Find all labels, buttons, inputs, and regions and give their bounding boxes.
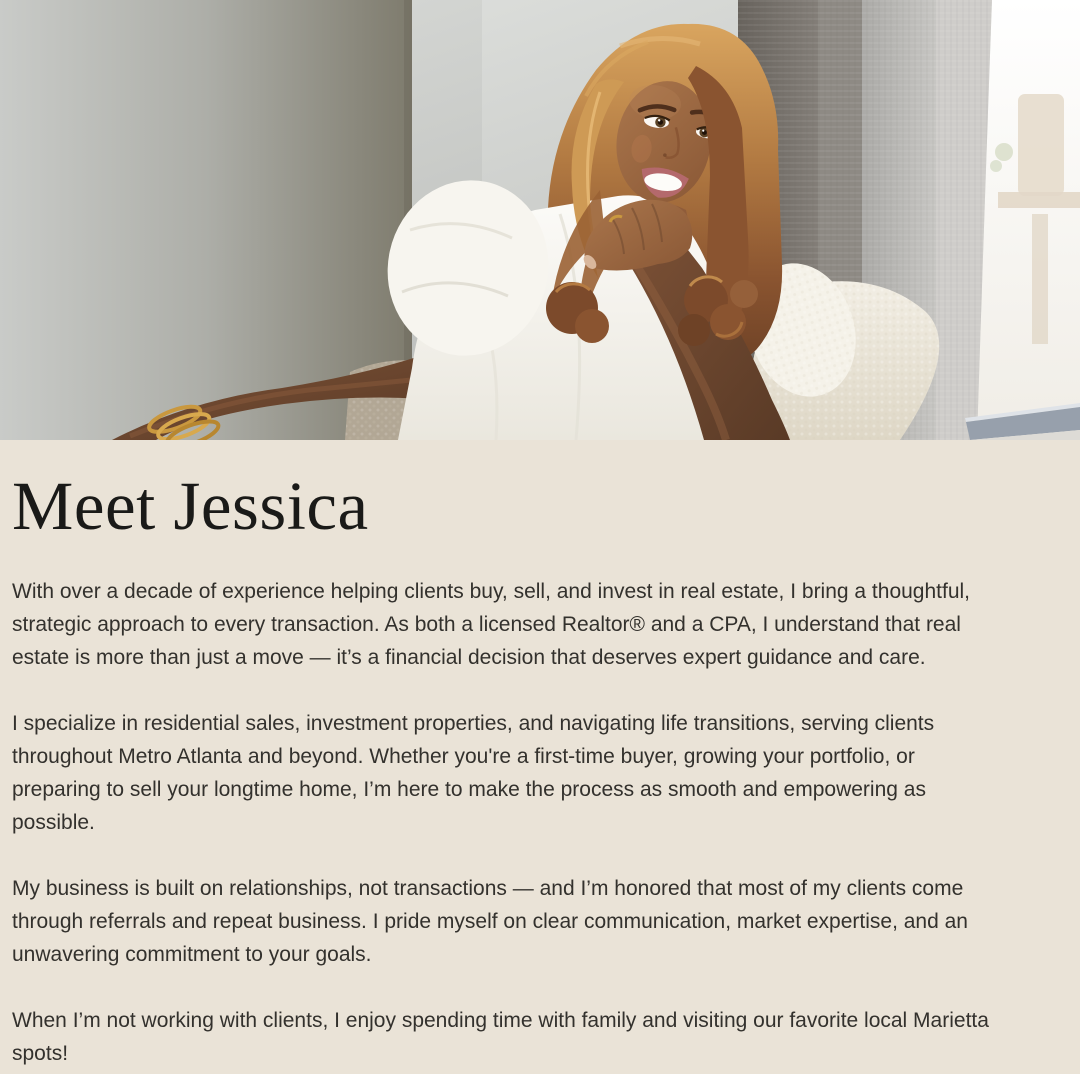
text-line: I specialize in residential sales, investment properties, and navigating life transitions, serving clients [12,712,935,735]
text-line: With over a decade of experience helping clients buy, sell, and invest in real estate, I bring a thoughtful, [12,580,971,603]
text-line: through referrals and repeat business. I pride myself on clear communication, market expertise, and an [12,910,968,933]
text-line: estate is more than just a move — it’s a financial decision that deserves expert guidance and care. [12,646,926,669]
paragraph-specialties [12,707,1066,839]
text-line: When I’m not working with clients, I enjoy spending time with family and visiting our favorite local Marietta [12,1009,989,1032]
text-line: My business is built on relationships, not transactions — and I’m honored that most of my clients come [12,877,964,900]
text-line: strategic approach to every transaction. As both a licensed Realtor® and a CPA, I understand that real [12,613,961,636]
text-line: possible. [12,811,95,834]
text-line: spots! [12,1042,69,1065]
paragraph-personal [12,1004,1066,1070]
plant-glimpse [995,143,1013,161]
about-section [0,468,1080,1070]
hero-photo-illustration [0,0,1080,440]
paragraph-relationships [12,872,1066,971]
about-text [12,575,1066,1070]
text-line: unwavering commitment to your goals. [12,943,372,966]
hero-photo [0,0,1080,440]
paragraph-intro [12,575,1066,674]
text-line: throughout Metro Atlanta and beyond. Whether you're a first-time buyer, growing your portfolio, or [12,745,915,768]
text-line: preparing to sell your longtime home, I’m here to make the process as smooth and empowering as [12,778,926,801]
page-title: Meet Jessica [12,468,369,544]
